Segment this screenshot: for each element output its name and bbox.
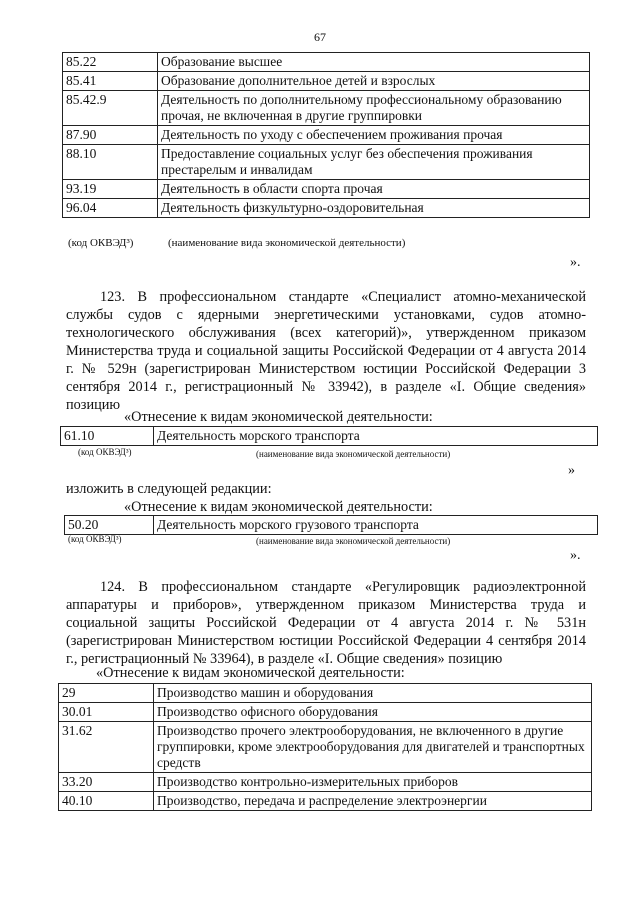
replace-text: изложить в следующей редакции: (66, 481, 272, 497)
okved-code: 33.20 (59, 773, 154, 792)
table-row (63, 91, 590, 126)
okved-code: 61.10 (61, 427, 154, 446)
table-row (59, 773, 592, 792)
activity-name: Деятельность морского грузового транспорта (154, 516, 598, 535)
table-row (59, 792, 592, 811)
table-row (63, 145, 590, 180)
item-124-text: 124. В профессиональном стандарте «Регулировщик радиоэлектронной аппаратуры и приборов», утвержденном приказом Министерства труда и социальной защиты Российской Федерации от 4 августа 2014 г. № 531н (зарегистрирован Министерством юстиции Российской Федерации 4 сентября 2014 г., регистрационный № 33964), в разделе «I. Общие сведения» позицию (66, 579, 586, 667)
activity-name: Образование высшее (158, 53, 590, 72)
activity-name: Предоставление социальных услуг без обеспечения проживания престарелым и инвалидам (158, 145, 590, 180)
caption-name: (наименование вида экономической деятельности) (256, 449, 451, 459)
okved-code: 87.90 (63, 126, 158, 145)
okved-code: 85.41 (63, 72, 158, 91)
okved-code: 30.01 (59, 703, 154, 722)
okved-code: 50.20 (65, 516, 154, 535)
close-quote: ». (570, 255, 581, 270)
table-row (63, 72, 590, 91)
table-row (59, 703, 592, 722)
activity-name: Деятельность по дополнительному профессиональному образованию прочая, не включенная в другие группировки (158, 91, 590, 126)
okved-code: 93.19 (63, 180, 158, 199)
okved-code: 31.62 (59, 722, 154, 773)
activity-name: Деятельность физкультурно-оздоровительная (158, 199, 590, 218)
activity-name: Деятельность морского транспорта (154, 427, 598, 446)
okved-code: 85.22 (63, 53, 158, 72)
table-row (61, 427, 598, 446)
item-123-text: 123. В профессиональном стандарте «Специалист атомно-механической службы судов с ядерными энергетическими установками, судов атомно-технологического обслуживания (всех категорий)», утвержденном приказом Министерства труда и социальной защиты Российской Федерации от 4 августа 2014 г. № 529н (зарегистрирован Министерством юстиции Российской Федерации 3 сентября 2014 г., регистрационный № 33942), в разделе «I. Общие сведения» позицию (66, 289, 586, 413)
caption-code: (код ОКВЭД³) (78, 447, 132, 457)
caption-name: (наименование вида экономической деятельности) (168, 237, 406, 249)
table-row (59, 722, 592, 773)
page-number: 67 (314, 30, 326, 44)
okved-code: 96.04 (63, 199, 158, 218)
table-row (63, 199, 590, 218)
okved-code: 40.10 (59, 792, 154, 811)
activity-name: Производство машин и оборудования (154, 684, 592, 703)
table-row (63, 53, 590, 72)
okved-code: 29 (59, 684, 154, 703)
okved-table-top (62, 52, 590, 218)
close-quote: » (568, 463, 575, 478)
activity-name: Производство, передача и распределение электроэнергии (154, 792, 592, 811)
activity-name: Производство офисного оборудования (154, 703, 592, 722)
activity-name: Деятельность в области спорта прочая (158, 180, 590, 199)
activity-name: Образование дополнительное детей и взрослых (158, 72, 590, 91)
caption-code: (код ОКВЭД³) (68, 237, 134, 249)
item-123-intro: «Отнесение к видам экономической деятельности: (124, 409, 433, 425)
okved-table-old (60, 426, 598, 446)
caption-name: (наименование вида экономической деятельности) (256, 536, 451, 546)
item-124-paragraph (66, 578, 586, 668)
item-124-intro: «Отнесение к видам экономической деятельности: (96, 665, 405, 681)
item-123-intro-2: «Отнесение к видам экономической деятельности: (124, 499, 433, 515)
close-quote: ». (570, 548, 581, 563)
okved-code: 85.42.9 (63, 91, 158, 126)
activity-name: Производство прочего электрооборудования, не включенного в другие группировки, кроме электрооборудования для двигателей и транспортных средств (154, 722, 592, 773)
table-row (65, 516, 598, 535)
okved-code: 88.10 (63, 145, 158, 180)
table-row (59, 684, 592, 703)
okved-table-124 (58, 683, 592, 811)
activity-name: Деятельность по уходу с обеспечением проживания прочая (158, 126, 590, 145)
item-123-paragraph (66, 288, 586, 414)
okved-table-new (64, 515, 598, 535)
activity-name: Производство контрольно-измерительных приборов (154, 773, 592, 792)
table-row (63, 180, 590, 199)
caption-code: (код ОКВЭД³) (68, 534, 122, 544)
table-row (63, 126, 590, 145)
